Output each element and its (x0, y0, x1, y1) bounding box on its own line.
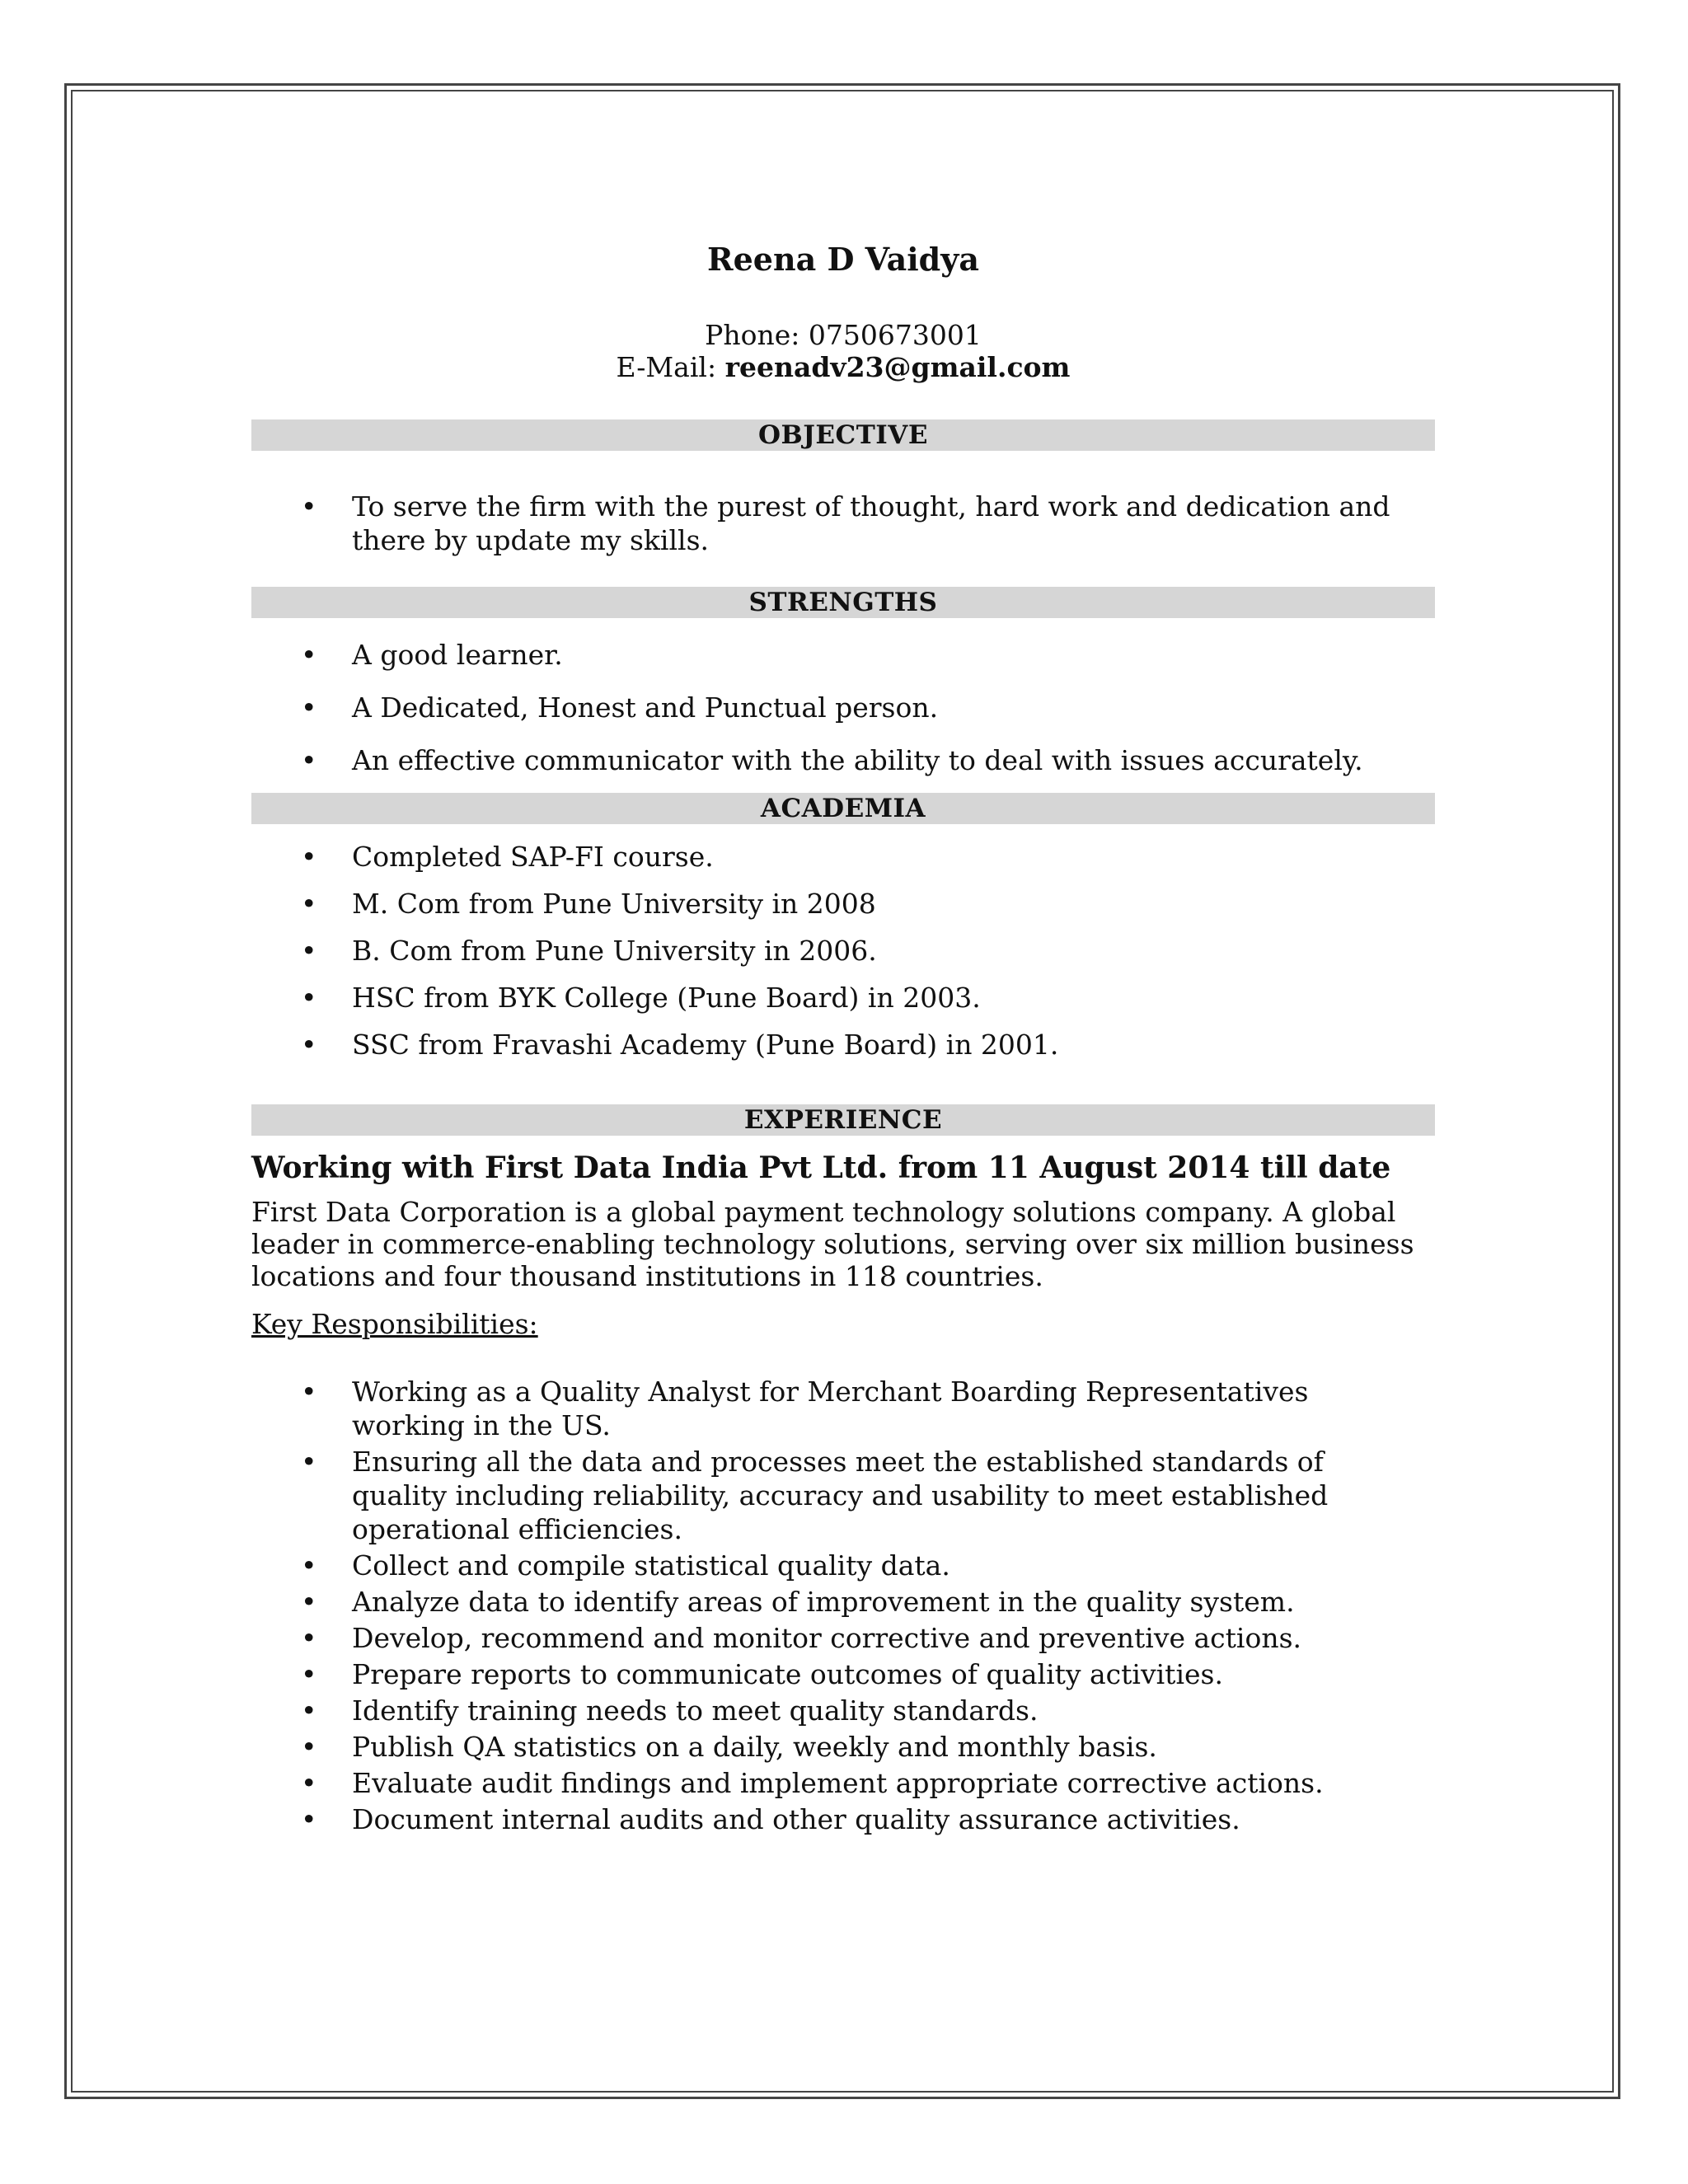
section-heading-strengths: STRENGTHS (251, 587, 1435, 618)
list-item: • Completed SAP-FI course. (251, 840, 1435, 874)
list-item: • Evaluate audit findings and implement appropriate corrective actions. (251, 1766, 1435, 1800)
list-item: • Working as a Quality Analyst for Merchant Boarding Representatives working in the US. (251, 1375, 1435, 1442)
list-item: • A Dedicated, Honest and Punctual person. (251, 691, 1435, 724)
responsibilities-list (251, 1375, 1435, 1839)
candidate-name: Reena D Vaidya (707, 241, 979, 278)
list-item: • Publish QA statistics on a daily, weekly and monthly basis. (251, 1730, 1435, 1764)
academia-list (251, 840, 1435, 1075)
phone-number: 0750673001 (808, 319, 982, 351)
section-heading-academia: ACADEMIA (251, 793, 1435, 824)
list-item: • SSC from Fravashi Academy (Pune Board) in 2001. (251, 1028, 1435, 1062)
email-label: E-Mail: (616, 351, 725, 383)
objective-list (251, 490, 1435, 557)
list-item: • Analyze data to identify areas of improvement in the quality system. (251, 1585, 1435, 1619)
list-item: • Identify training needs to meet quality standards. (251, 1694, 1435, 1727)
list-item: • Document internal audits and other quality assurance activities. (251, 1802, 1435, 1836)
email-address: reenadv23@gmail.com (724, 351, 1071, 383)
list-item: • An effective communicator with the ability to deal with issues accurately. (251, 743, 1435, 777)
list-item: • M. Com from Pune University in 2008 (251, 887, 1435, 921)
key-responsibilities-label: Key Responsibilities: (251, 1308, 538, 1340)
list-item: • To serve the firm with the purest of thought, hard work and dedication and there by update my skills. (251, 490, 1435, 557)
list-item: • B. Com from Pune University in 2006. (251, 934, 1435, 968)
contact-phone (251, 319, 1435, 352)
list-item: • Prepare reports to communicate outcomes of quality activities. (251, 1657, 1435, 1691)
section-heading-experience: EXPERIENCE (251, 1104, 1435, 1136)
list-item: • A good learner. (251, 638, 1435, 672)
list-item: • HSC from BYK College (Pune Board) in 2003. (251, 981, 1435, 1015)
list-item: • Develop, recommend and monitor corrective and preventive actions. (251, 1621, 1435, 1655)
job-title: Working with First Data India Pvt Ltd. from 11 August 2014 till date (251, 1151, 1391, 1185)
strengths-list (251, 638, 1435, 796)
company-description: First Data Corporation is a global payment technology solutions company. A global leader in commerce-enabling technology solutions, serving over six million business locations and four thousand institutions in 118 countries. (251, 1196, 1414, 1292)
section-heading-objective: OBJECTIVE (251, 419, 1435, 451)
phone-label: Phone: (705, 319, 809, 351)
list-item: • Ensuring all the data and processes meet the established standards of quality including reliability, accuracy and usability to meet established operational efficiencies. (251, 1445, 1435, 1546)
list-item: • Collect and compile statistical quality data. (251, 1549, 1435, 1582)
contact-email (251, 351, 1435, 384)
